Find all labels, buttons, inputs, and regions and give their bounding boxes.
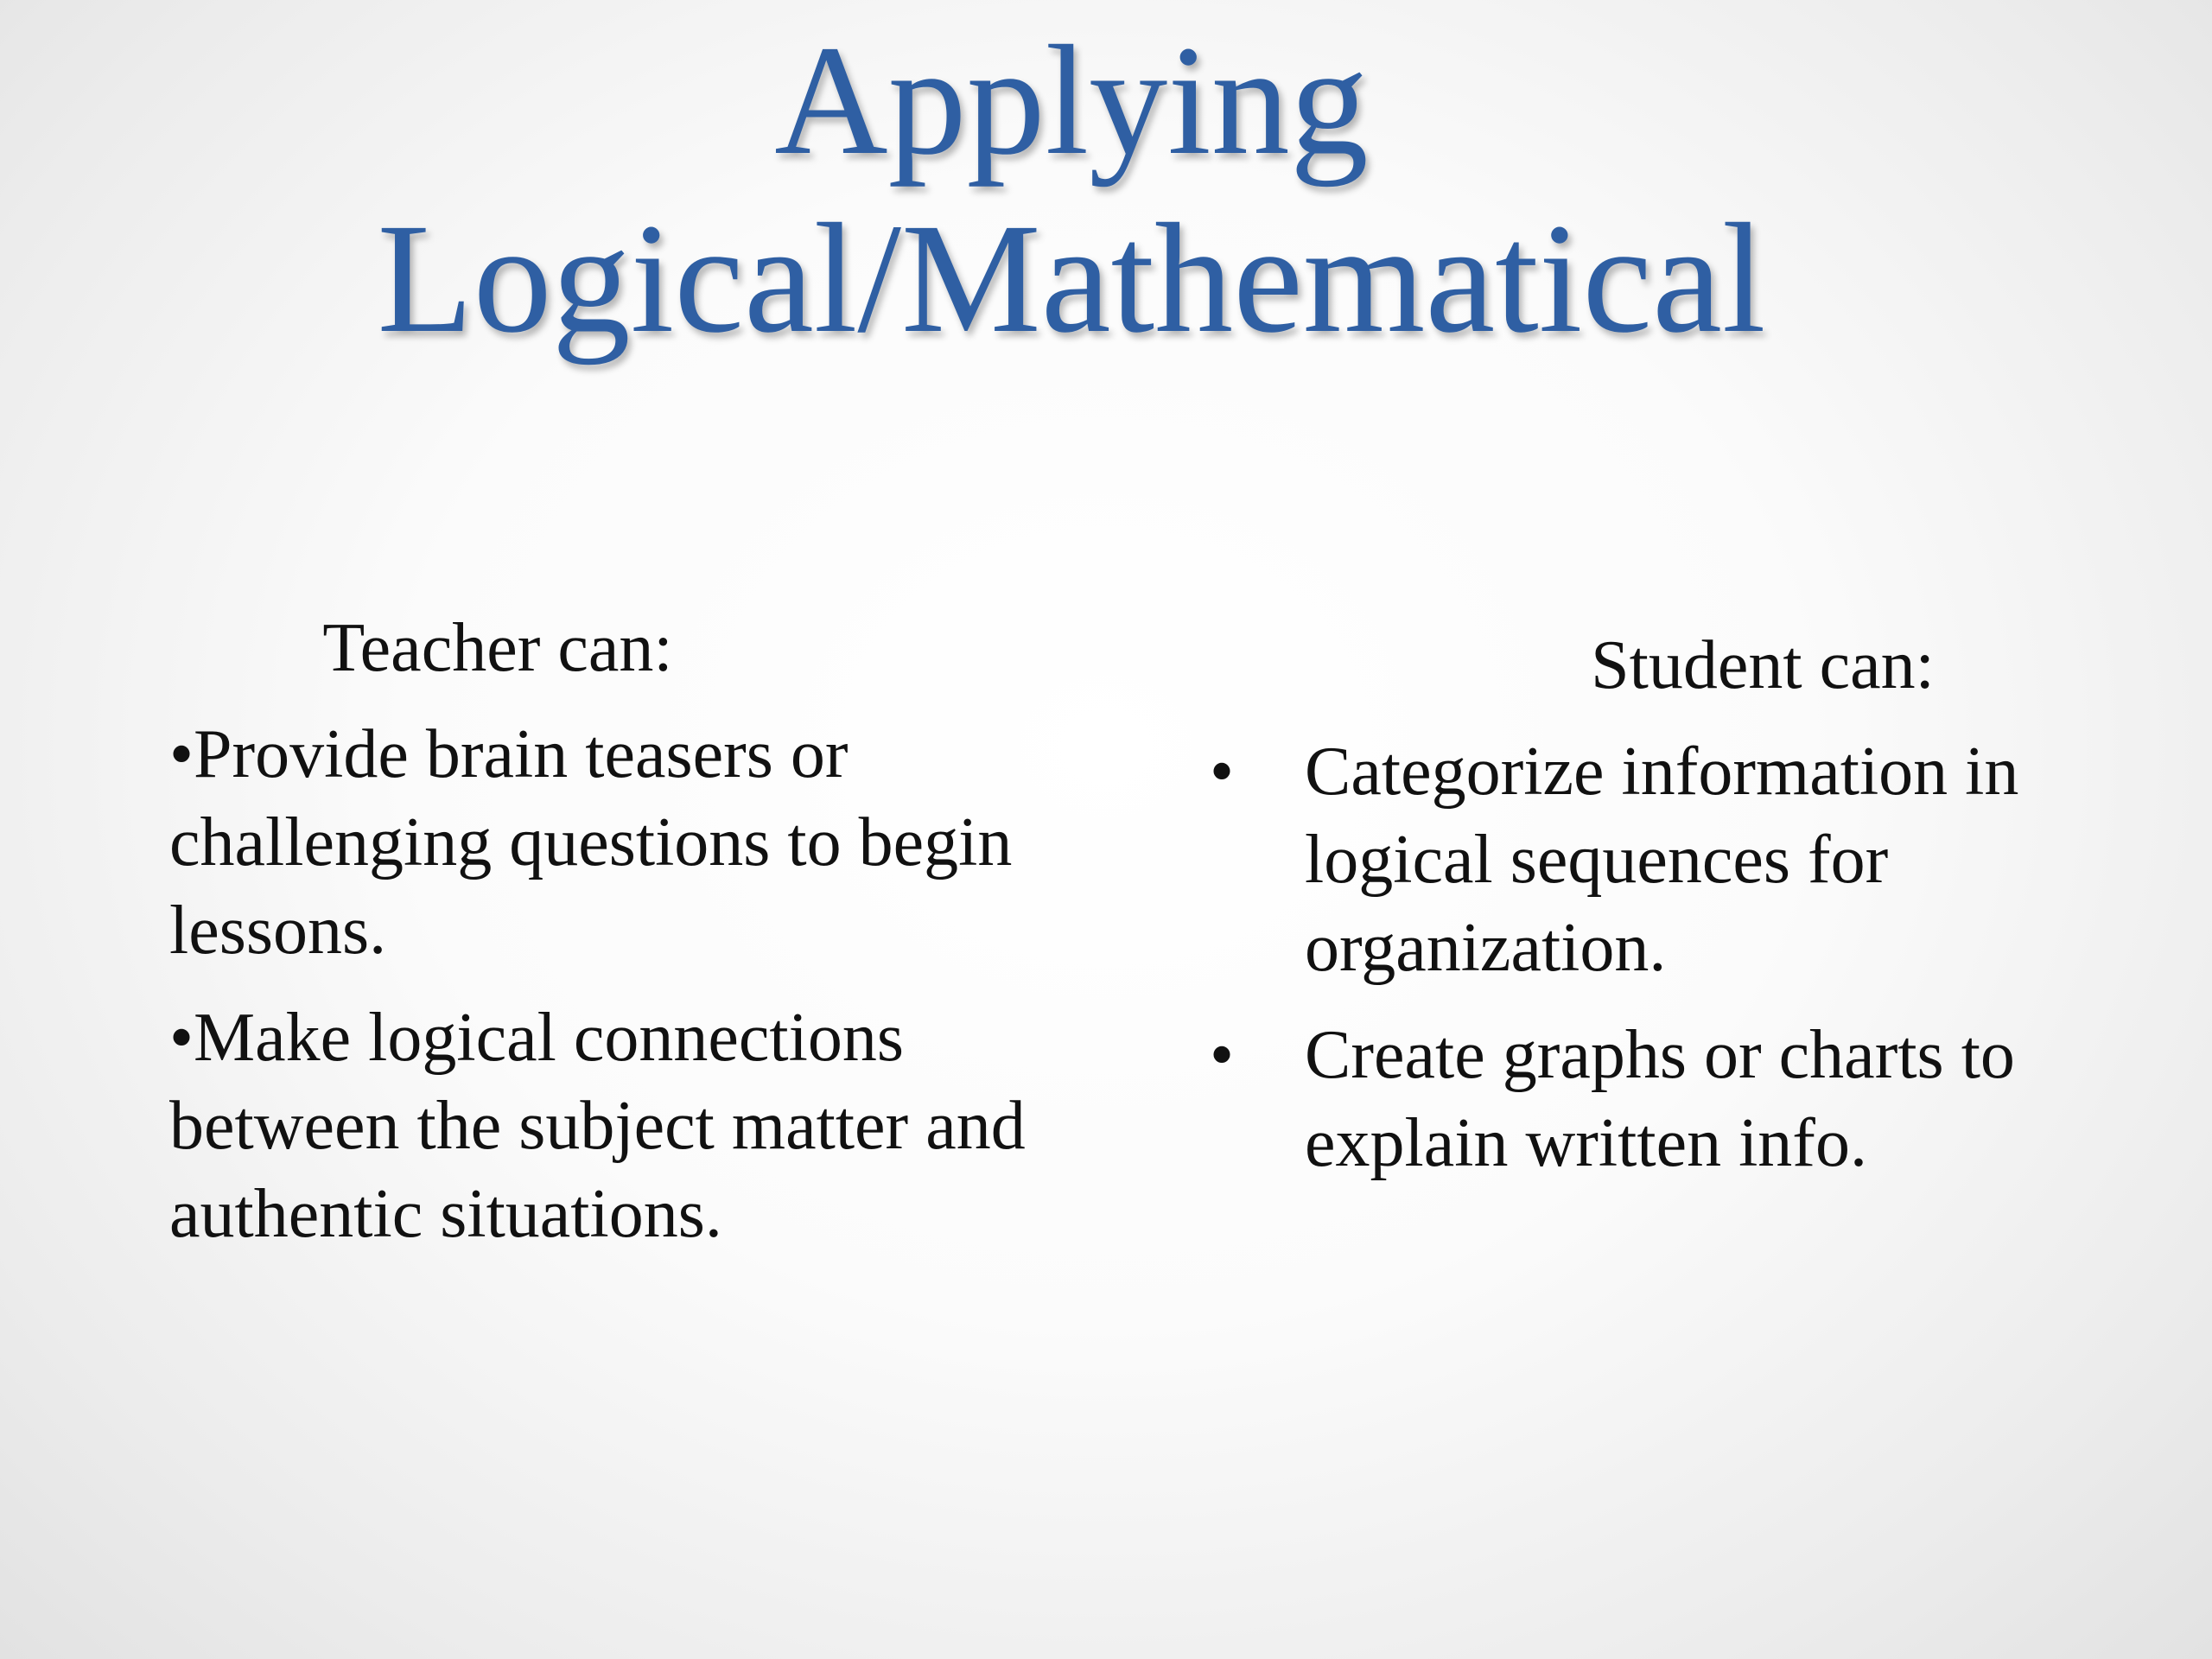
slide-title-line-1: Applying xyxy=(774,14,1369,188)
student-item-text: Categorize information in logical sequences for organization. xyxy=(1305,734,2019,986)
student-list xyxy=(1210,728,2143,1206)
teacher-list xyxy=(169,710,1137,1277)
bullet-icon: • xyxy=(169,1000,194,1076)
teacher-item-text: Provide brain teasers or challenging questions to begin lessons. xyxy=(169,716,1013,969)
student-item-text: Create graphs or charts to explain written info. xyxy=(1305,1017,2015,1181)
list-item xyxy=(1210,1011,2143,1187)
bullet-icon: • xyxy=(1210,734,1235,810)
student-heading: Student can: xyxy=(1591,627,1935,703)
list-item xyxy=(169,710,1137,975)
bullet-icon: • xyxy=(169,716,194,792)
teacher-item-text: Make logical connections between the subject matter and authentic situations. xyxy=(169,1000,1026,1252)
list-item xyxy=(169,994,1137,1258)
teacher-heading: Teacher can: xyxy=(322,610,673,686)
slide-title xyxy=(0,12,2143,368)
bullet-icon: • xyxy=(1210,1017,1235,1093)
list-item xyxy=(1210,728,2143,992)
slide-title-line-2: Logical/Mathematical xyxy=(377,192,1766,365)
